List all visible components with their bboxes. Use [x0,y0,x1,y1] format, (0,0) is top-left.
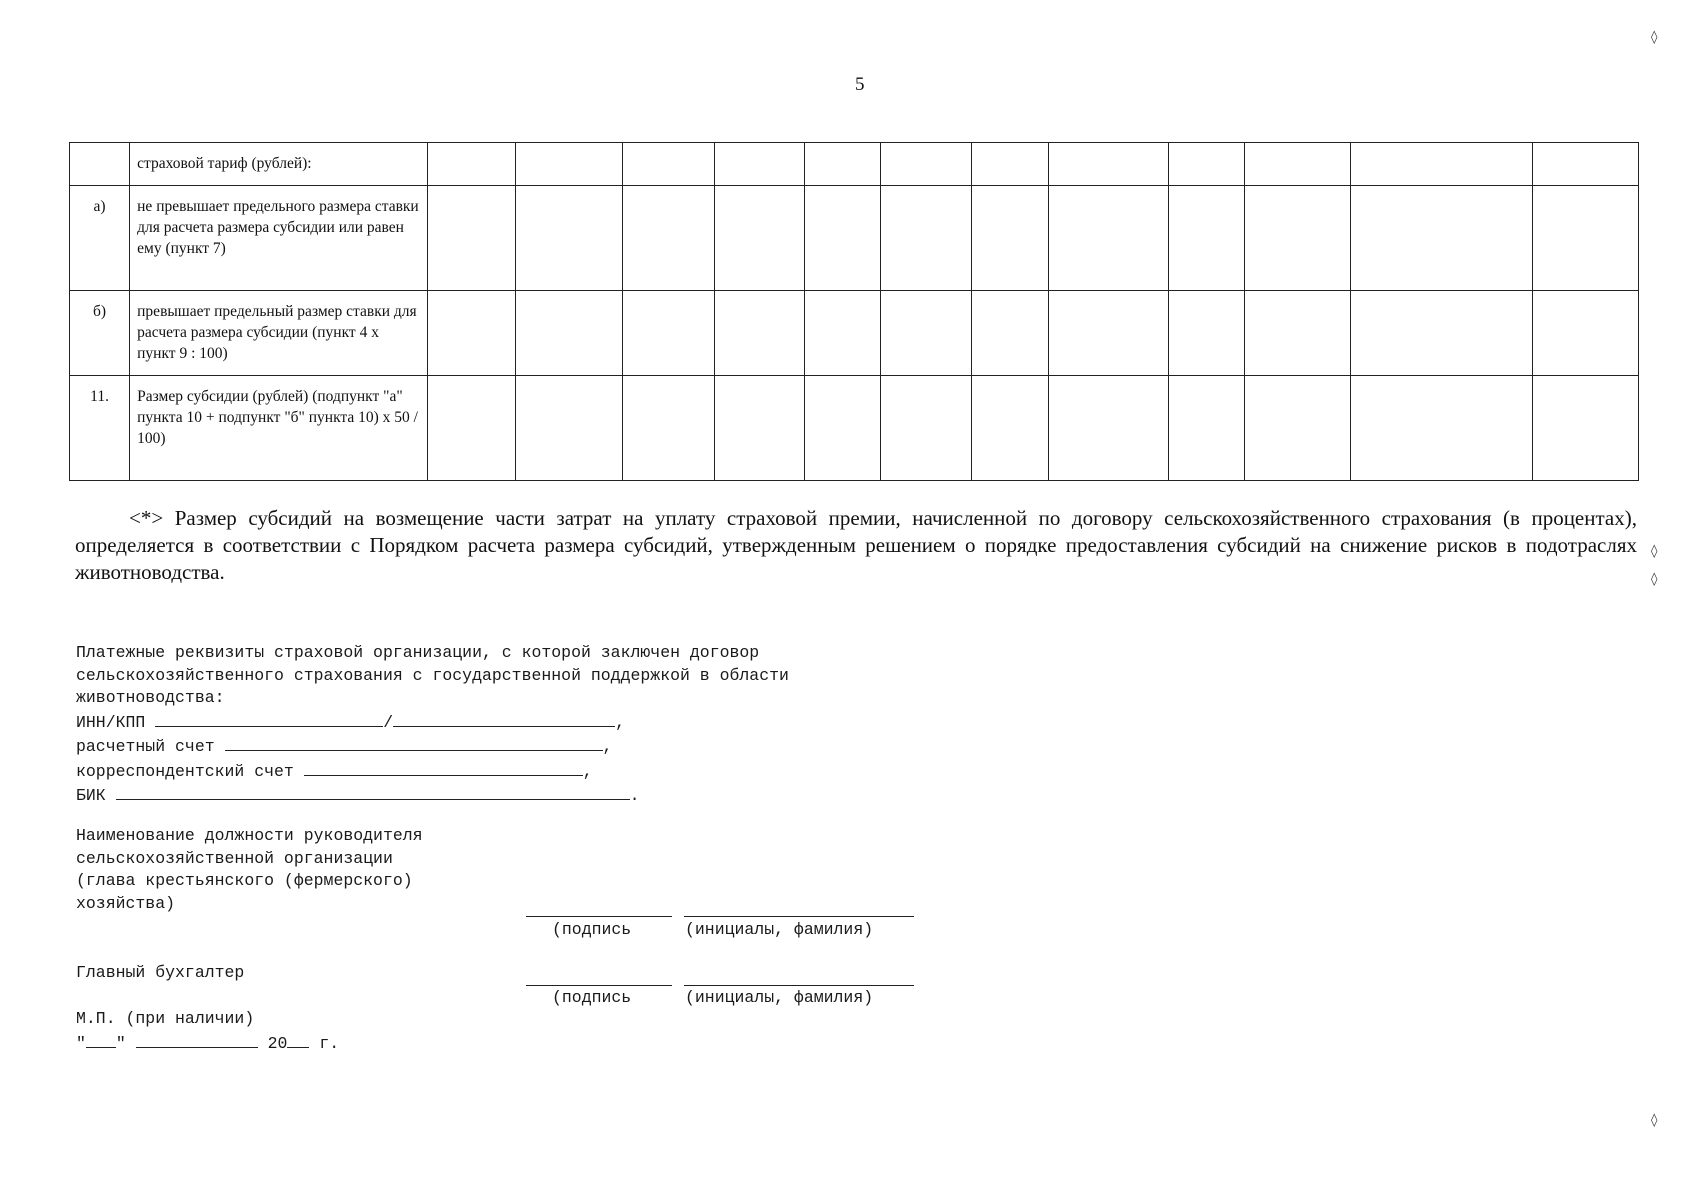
table-row [70,143,1639,186]
table-row [70,186,1639,291]
account-label: расчетный счет [76,737,215,756]
inn-field[interactable] [155,710,383,727]
payment-details: Платежные реквизиты страховой организации, с которой заключен договор сельскохозяйственного страхования с государственной поддержкой в области животноводства: ИНН/КПП / , расчетный счет , корреспондентский счет , БИК . [76,643,789,805]
date-year-field[interactable] [287,1031,309,1048]
name-caption: (инициалы, фамилия) [685,988,874,1007]
date-quote: " [115,1033,126,1053]
seal-label: М.П. (при наличии) [76,1009,255,1028]
name-caption: (инициалы, фамилия) [685,920,874,939]
kpp-field[interactable] [393,710,615,727]
footnote: <*> Размер субсидий на возмещение части затрат на уплату страховой премии, начисленной по договору сельскохозяйственного страхования (в процентах), определяется в соответствии с Порядком расчета размера субсидий, утвержденным решением о порядке предоставления субсидий на снижение рисков в подотраслях животноводства. [75,506,1637,584]
date-quote: " [76,1033,86,1053]
signature-caption: (подпись [552,988,632,1007]
seal-block [76,1008,339,1055]
account-field[interactable] [225,734,603,751]
row-label: страховой тариф (рублей): [130,143,428,186]
subsidy-table [69,142,1639,481]
date-month-field[interactable] [136,1031,258,1048]
payment-heading-line: животноводства: [76,688,225,707]
manager-title-line: Наименование должности руководителя [76,826,423,845]
manager-title-line: (глава крестьянского (фермерского) [76,871,413,890]
payment-heading-line: сельскохозяйственного страхования с государственной поддержкой в области [76,665,789,685]
row-number [70,143,130,186]
manager-title-line: хозяйства) [76,893,176,913]
page-number: 5 [855,74,865,95]
corr-account-label: корреспондентский счет [76,761,294,781]
table-row [70,291,1639,376]
date-year-suffix: г. [319,1033,340,1053]
row-label: не превышает предельного размера ставки для расчета размера субсидии или равен ему (пункт 7) [130,186,428,291]
margin-mark-icon: ◊ [1651,30,1658,45]
chief-accountant-label: Главный бухгалтер [76,963,245,982]
row-number: 11. [70,376,130,481]
bik-field[interactable] [116,783,630,800]
corr-account-field[interactable] [304,759,583,776]
margin-mark-icon: ◊ [1651,572,1658,587]
manager-signature-line[interactable] [526,916,672,917]
row-number: а) [70,186,130,291]
manager-title-line: сельскохозяйственной организации [76,848,393,868]
date-day-field[interactable] [86,1031,116,1048]
manager-name-line[interactable] [684,916,914,917]
row-label: Размер субсидии (рублей) (подпункт "а" пункта 10 + подпункт "б" пункта 10) x 50 / 100) [130,376,428,481]
manager-block [76,825,423,915]
margin-mark-icon: ◊ [1651,544,1658,559]
signature-caption: (подпись [552,920,632,939]
row-label: превышает предельный размер ставки для расчета размера субсидии (пункт 4 x пункт 9 : 100) [130,291,428,376]
inn-label: ИНН/КПП [76,712,146,732]
margin-mark-icon: ◊ [1651,1113,1658,1128]
date-year-prefix: 20 [267,1033,288,1053]
bik-label: БИК [76,786,106,805]
row-number: б) [70,291,130,376]
payment-heading: Платежные реквизиты страховой организации, с которой заключен договор [76,643,760,662]
accountant-signature-line[interactable] [526,985,672,986]
table-row [70,376,1639,481]
accountant-name-line[interactable] [684,985,914,986]
